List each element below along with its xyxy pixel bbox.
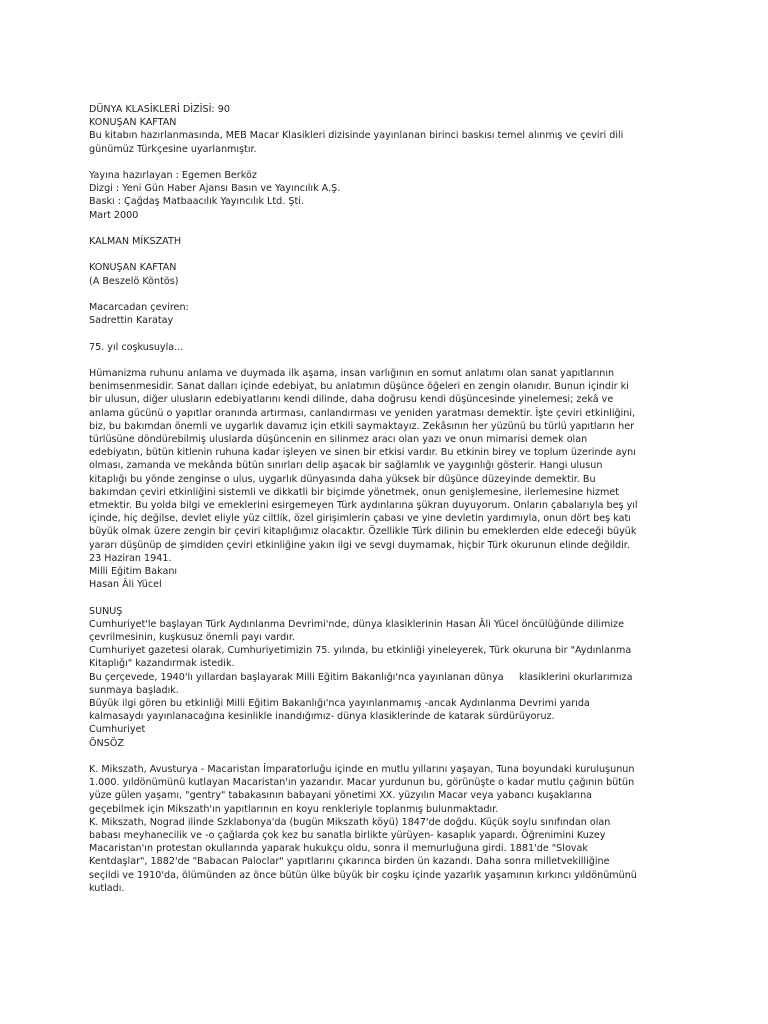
spacer	[89, 354, 659, 367]
sunus-line: Cumhuriyet'le başlayan Türk Aydınlanma Devrimi'nde, dünya klasiklerinin Hasan Âli Yücel öncülüğünde dilimize	[89, 618, 624, 630]
title-block	[89, 261, 659, 287]
sunus-line: sunmaya başladık.	[89, 684, 179, 696]
onsoz-heading: ÖNSÖZ	[89, 737, 124, 749]
onsoz-line: K. Mikszath, Avusturya - Macaristan İmparatorluğu içinde en mutlu yıllarını yaşayan, Tuna boyundaki kuruluşunun	[89, 764, 635, 776]
typesetting-credit: Dizgi : Yeni Gün Haber Ajansı Basın ve Yayıncılık A.Ş.	[89, 183, 341, 195]
book-title: KONUŞAN KAFTAN	[89, 117, 177, 129]
foreword-line: benimsenmesidir. Sanat dalları içinde edebiyat, bu anlatımın düşünce öğeleri en zengin olanıdır. Bunun içindir ki	[89, 381, 629, 393]
series-header	[89, 103, 659, 156]
foreword-date: 23 Haziran 1941.	[89, 552, 172, 564]
printing-credit: Baskı : Çağdaş Matbaacılık Yayıncılık Ltd. Şti.	[89, 196, 304, 208]
spacer	[89, 248, 659, 261]
foreword-signer-name: Hasan Âli Yücel	[89, 579, 162, 591]
spacer	[89, 156, 659, 169]
translator-block	[89, 301, 659, 327]
onsoz-line: kutladı.	[89, 882, 125, 894]
onsoz-line: Macaristan'ın protestan okullarında yaparak hukukçu oldu, sonra il memurluğuna girdi. 1881'de "Slovak	[89, 843, 588, 855]
spacer	[89, 222, 659, 235]
spacer	[89, 591, 659, 604]
sunus-line: çevrilmesinin, kuşkusuz önemli payı vardır.	[89, 632, 295, 644]
sunus-line: Kitaplığı" kazandırmak istedik.	[89, 658, 235, 670]
sunus-line: Büyük ilgi gören bu etkinliği Milli Eğitim Bakanlığı'nca yayınlanmamış -ancak Aydınlanma Devrimi yarıda	[89, 698, 590, 710]
author-name: KALMAN MİKSZATH	[89, 236, 182, 247]
publication-date: Mart 2000	[89, 209, 139, 221]
onsoz-line: babası meyhanecilik ve -o çağlarda çok kez bu sanatla birlikte yürüyen- kasaplık yapardı. Öğrenimini Kuzey	[89, 830, 606, 842]
sunus-heading: SUNUŞ	[89, 605, 123, 617]
foreword-line: olması, zamanda ve mekânda bütün sınırları delip aşacak bir sağlamlık ve yaygınlığı gösterir. Hangi ulusun	[89, 460, 603, 472]
foreword-line: türlüsüne döndürebilmiş uluslarda düşüncenin en silinmez aracı olan yazı ve onun mimarisi demek olan	[89, 433, 588, 445]
foreword-line: kitaplığı bu yönde zenginse o ulus, uygarlık dünyasında daha yüksek bir düşünce düzeyinde demektir. Bu	[89, 473, 596, 485]
editor-credit: Yayına hazırlayan : Egemen Berköz	[89, 170, 257, 181]
credits-block	[89, 169, 659, 222]
onsoz-block	[89, 763, 659, 895]
foreword-signer-title: Milli Eğitim Bakanı	[89, 566, 178, 578]
foreword-line: edebiyatın, bütün kitlenin ruhuna kadar işleyen ve sinen bir etkisi vardır. Bu etkinin birey ve toplum üzerinde aynı	[89, 447, 636, 459]
title-original: (A Beszelö Köntös)	[89, 275, 179, 287]
sunus-signature: Cumhuriyet	[89, 724, 146, 736]
edition-note-line: Bu kitabın hazırlanmasında, MEB Macar Klasikleri dizisinde yayınlanan birinci baskısı temel alınmış ve çeviri dili	[89, 130, 624, 142]
sunus-line: kalmasaydı yayınlanacağına kesinlikle inandığımız- dünya klasiklerinde de katarak sürdürüyoruz.	[89, 711, 555, 723]
sunus-line: Bu çerçevede, 1940'lı yıllardan başlayarak Milli Eğitim Bakanlığı'nca yayınlanan dünya klasiklerini okurlarımıza	[89, 671, 633, 683]
foreword-block	[89, 367, 659, 591]
foreword-line: etmektir. Bu yolda bilgi ve emeklerini esirgemeyen Türk aydınlarına şükran duyuyorum. Onların çabalarıyla beş yıl	[89, 500, 638, 511]
onsoz-line: Kentdaşlar", 1882'de "Babacan Paloclar" yapıtlarını çıkarınca birden ün kazandı. Daha sonra milletvekilliğine	[89, 856, 610, 868]
onsoz-line: seçildi ve 1910'da, ölümünden az önce bütün ülke büyük bir coşku içinde yazarlık yaşamının kırkıncı yıldönümünü	[89, 869, 637, 881]
sunus-block	[89, 605, 659, 750]
foreword-line: yararı düşünüp de şimdiden çeviri etkinliğine yakın ilgi ve sevgi duymamak, hiçbir Türk okurunun elinde değildir.	[89, 539, 630, 551]
foreword-line: bakımdan çeviri etkinliğini sistemli ve dikkatli bir biçimde yönetmek, onun genişlemesine, ilerlemesine hizmet	[89, 486, 620, 498]
spacer	[89, 750, 659, 763]
onsoz-line: yüze gülen yaşamı, "gentry" tabakasının babayani yönetimi XX. yüzyılın Macar veya yabancı kuşaklarına	[89, 790, 593, 802]
foreword-line: biz, bu bakımdan önemli ve uygarlık davamız için etkili saymaktayız. Zekâsının her yüzünü bu türlü yapıtların her	[89, 420, 635, 432]
foreword-line: bir ulusun, diğer ulusların edebiyatlarını kendi dilinde, daha doğrusu kendi düşüncesinde yinelemesi; zekâ ve	[89, 394, 614, 406]
translator-label: Macarcadan çeviren:	[89, 301, 189, 313]
series-title: DÜNYA KLASİKLERİ DİZİSİ: 90	[89, 104, 230, 115]
translator-name: Sadrettin Karatay	[89, 315, 174, 327]
spacer	[89, 288, 659, 301]
foreword-line: içinde, hiç değilse, devlet eliyle yüz ciltlik, özel girişimlerin çabası ve yine devletin yardımıyla, onun dört beş katı	[89, 513, 631, 525]
edition-note-line: günümüz Türkçesine uyarlanmıştır.	[89, 143, 257, 155]
title-turkish: KONUŞAN KAFTAN	[89, 262, 177, 274]
sunus-line: Cumhuriyet gazetesi olarak, Cumhuriyetimizin 75. yılında, bu etkinliği yineleyerek, Türk okuruna bir "Aydınlanma	[89, 645, 632, 657]
onsoz-line: 1.000. yıldönümünü kutlayan Macaristan'ın yazarıdır. Macar yurdunun bu, görünüşte o kadar mutlu çağının bütün	[89, 777, 635, 789]
onsoz-line: K. Mikszath, Nograd ilinde Szklabonya'da (bugün Mikszath köyü) 1847'de doğdu. Küçük soylu sınıfından olan	[89, 816, 611, 828]
anniversary-line: 75. yıl coşkusuyla...	[89, 341, 184, 353]
foreword-line: büyük olmak üzere zengin bir çeviri kitaplığımız olacaktır. Özellikle Türk dilinin bu emeklerden elde edeceği büyük	[89, 526, 637, 538]
foreword-line: Hümanizma ruhunu anlama ve duymada ilk aşama, insan varlığının en somut anlatımı olan sanat yapıtlarının	[89, 367, 615, 379]
spacer	[89, 327, 659, 340]
onsoz-line: geçebilmek için Mikszath'ın yapıtlarının en koyu renkleriyle toplanmış bulunmaktadır.	[89, 803, 499, 815]
foreword-line: anlama gücünü o yapıtlar oranında artırması, canlandırması ve yeniden yaratması demektir. İşte çeviri etkinliğini,	[89, 407, 636, 419]
document-page	[89, 103, 659, 895]
